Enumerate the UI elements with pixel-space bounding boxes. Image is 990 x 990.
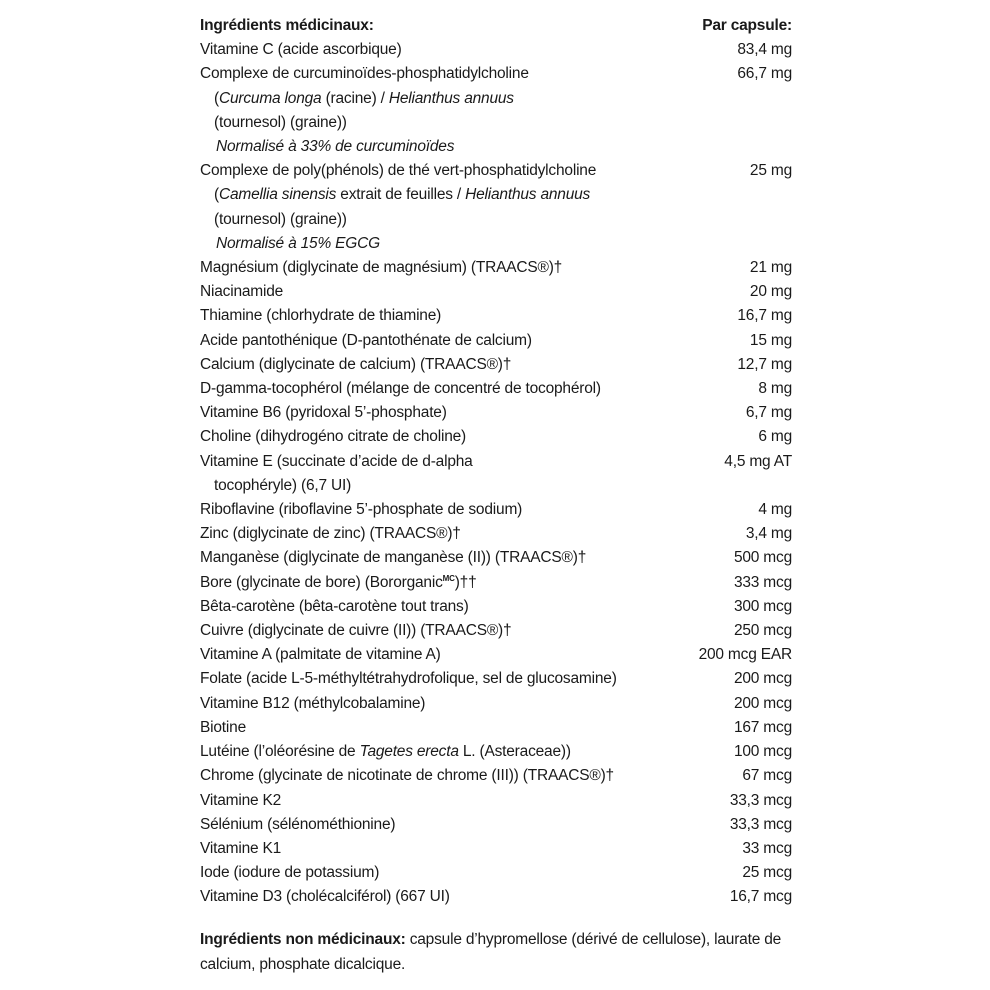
- ingredient-row: [200, 764, 792, 788]
- ingredient-source: (Camellia sinensis extrait de feuilles / Helianthus annuus: [214, 186, 591, 204]
- ingredient-name: Vitamine B12 (méthylcobalamine): [200, 694, 426, 712]
- header-per-capsule-label: Par capsule:: [702, 17, 792, 34]
- ingredient-name: D-gamma-tocophérol (mélange de concentré de tocophérol): [200, 380, 601, 398]
- ingredient-row: [200, 619, 792, 643]
- ingredient-name: Complexe de curcuminoïdes-phosphatidylcholine: [200, 65, 529, 83]
- ingredient-row: [200, 159, 792, 183]
- ingredient-name: Calcium (diglycinate de calcium) (TRAACS®)†: [200, 355, 512, 373]
- ingredient-row: [200, 861, 792, 885]
- ingredient-amount: 66,7 mg: [737, 65, 792, 83]
- ingredient-name: Acide pantothénique (D-pantothénate de calcium): [200, 331, 532, 349]
- non-medicinal-ingredients: [200, 928, 800, 977]
- ingredient-name: Lutéine (l’oléorésine de Tagetes erecta L. (Asteraceae)): [200, 743, 571, 761]
- ingredient-row: [200, 837, 792, 861]
- ingredient-row: [200, 498, 792, 522]
- ingredient-row: [200, 329, 792, 353]
- ingredient-row: [200, 450, 792, 474]
- ingredient-row: [200, 377, 792, 401]
- ingredient-row: [200, 522, 792, 546]
- ingredient-amount: 25 mg: [749, 162, 792, 180]
- ingredient-row: [200, 280, 792, 304]
- ingredient-row: [200, 38, 792, 62]
- ingredient-amount: 300 mcg: [733, 597, 792, 615]
- ingredient-row: [200, 692, 792, 716]
- ingredient-row: [200, 546, 792, 570]
- ingredient-name: Magnésium (diglycinate de magnésium) (TRAACS®)†: [200, 259, 563, 277]
- ingredient-name: Choline (dihydrogéno citrate de choline): [200, 428, 466, 446]
- ingredient-row: [200, 740, 792, 764]
- ingredient-row: [200, 62, 792, 86]
- ingredient-amount: 67 mcg: [742, 767, 792, 785]
- ingredient-amount: 83,4 mg: [737, 41, 792, 59]
- ingredient-name-cont: tocophéryle) (6,7 UI): [214, 476, 352, 494]
- ingredient-name: Chrome (glycinate de nicotinate de chrome (III)) (TRAACS®)†: [200, 767, 614, 785]
- ingredient-name: Vitamine K2: [200, 791, 282, 809]
- ingredient-name: Riboflavine (riboflavine 5’-phosphate de sodium): [200, 501, 523, 519]
- ingredient-row: [200, 643, 792, 667]
- ingredient-name: Biotine: [200, 718, 246, 736]
- trademark-superscript: MC: [442, 573, 455, 583]
- ingredient-amount: 333 mcg: [733, 573, 792, 591]
- medicinal-ingredients-table: [200, 14, 792, 910]
- ingredient-amount: 20 mg: [749, 283, 792, 301]
- ingredient-amount: 3,4 mg: [745, 525, 792, 543]
- ingredient-name: Vitamine A (palmitate de vitamine A): [200, 646, 441, 664]
- ingredient-row: [200, 885, 792, 909]
- ingredient-amount: 25 mcg: [742, 864, 792, 882]
- ingredient-source-cont: (tournesol) (graine)): [214, 210, 347, 228]
- ingredient-name: Iode (iodure de potassium): [200, 864, 380, 882]
- ingredient-name: Thiamine (chlorhydrate de thiamine): [200, 307, 442, 325]
- table-header: [200, 14, 792, 38]
- ingredient-amount: 33 mcg: [742, 839, 792, 857]
- ingredient-source-cont: (tournesol) (graine)): [214, 113, 347, 131]
- header-ingredients-label: Ingrédients médicinaux:: [200, 17, 374, 34]
- ingredient-standardization: Normalisé à 33% de curcuminoïdes: [216, 138, 455, 156]
- ingredient-name: Zinc (diglycinate de zinc) (TRAACS®)†: [200, 525, 461, 543]
- ingredient-amount: 16,7 mcg: [729, 888, 792, 906]
- ingredient-amount: 200 mcg: [733, 670, 792, 688]
- ingredient-row: [200, 353, 792, 377]
- ingredient-row: [200, 667, 792, 691]
- ingredient-row: [200, 425, 792, 449]
- ingredient-amount: 500 mcg: [733, 549, 792, 567]
- ingredient-row: [200, 304, 792, 328]
- ingredient-name: Complexe de poly(phénols) de thé vert-phosphatidylcholine: [200, 162, 597, 180]
- ingredient-amount: 4 mg: [758, 501, 792, 519]
- ingredient-row: [200, 789, 792, 813]
- ingredient-row: [200, 256, 792, 280]
- ingredient-name: Vitamine D3 (cholécalciférol) (667 UI): [200, 888, 450, 906]
- ingredient-amount: 21 mg: [749, 259, 792, 277]
- ingredient-row: [200, 716, 792, 740]
- ingredient-name: Bêta-carotène (bêta-carotène tout trans): [200, 597, 469, 615]
- ingredient-amount: 12,7 mg: [737, 355, 792, 373]
- ingredient-amount: 33,3 mcg: [729, 791, 792, 809]
- ingredient-amount: 200 mcg EAR: [698, 646, 792, 664]
- ingredient-amount: 4,5 mg AT: [724, 452, 792, 470]
- ingredient-amount: 100 mcg: [733, 743, 792, 761]
- ingredient-amount: 16,7 mg: [737, 307, 792, 325]
- non-medicinal-label: Ingrédients non médicinaux:: [200, 931, 406, 948]
- ingredient-amount: 33,3 mcg: [729, 815, 792, 833]
- ingredient-name: Bore (glycinate de bore) (Bororganic$^{MC}$)††: [200, 573, 477, 591]
- ingredient-row: [200, 595, 792, 619]
- ingredient-name: Niacinamide: [200, 283, 284, 301]
- ingredient-amount: 167 mcg: [733, 718, 792, 736]
- ingredient-name: Cuivre (diglycinate de cuivre (II)) (TRAACS®)†: [200, 622, 512, 640]
- ingredient-row: [200, 813, 792, 837]
- ingredient-amount: 200 mcg: [733, 694, 792, 712]
- ingredient-name: Vitamine K1: [200, 839, 282, 857]
- ingredient-amount: 6 mg: [758, 428, 792, 446]
- ingredient-source: (Curcuma longa (racine) / Helianthus annuus: [214, 89, 514, 107]
- ingredient-amount: 8 mg: [758, 380, 792, 398]
- ingredient-amount: 6,7 mg: [745, 404, 792, 422]
- ingredient-name: Vitamine E (succinate d’acide de d-alpha: [200, 452, 473, 470]
- ingredient-name: Manganèse (diglycinate de manganèse (II)) (TRAACS®)†: [200, 549, 587, 567]
- ingredient-amount: 250 mcg: [733, 622, 792, 640]
- non-medicinal-text: capsule d’hypromellose (dérivé de cellulose), laurate de calcium, phosphate dicalcique.: [200, 931, 782, 973]
- ingredient-amount: 15 mg: [749, 331, 792, 349]
- ingredient-name: Vitamine C (acide ascorbique): [200, 41, 402, 59]
- ingredient-name: Folate (acide L-5-méthyltétrahydrofolique, sel de glucosamine): [200, 670, 617, 688]
- ingredient-row: [200, 571, 792, 595]
- ingredient-name: Sélénium (sélénométhionine): [200, 815, 396, 833]
- ingredient-name: Vitamine B6 (pyridoxal 5’-phosphate): [200, 404, 447, 422]
- ingredient-row: [200, 401, 792, 425]
- ingredient-standardization: Normalisé à 15% EGCG: [216, 234, 380, 252]
